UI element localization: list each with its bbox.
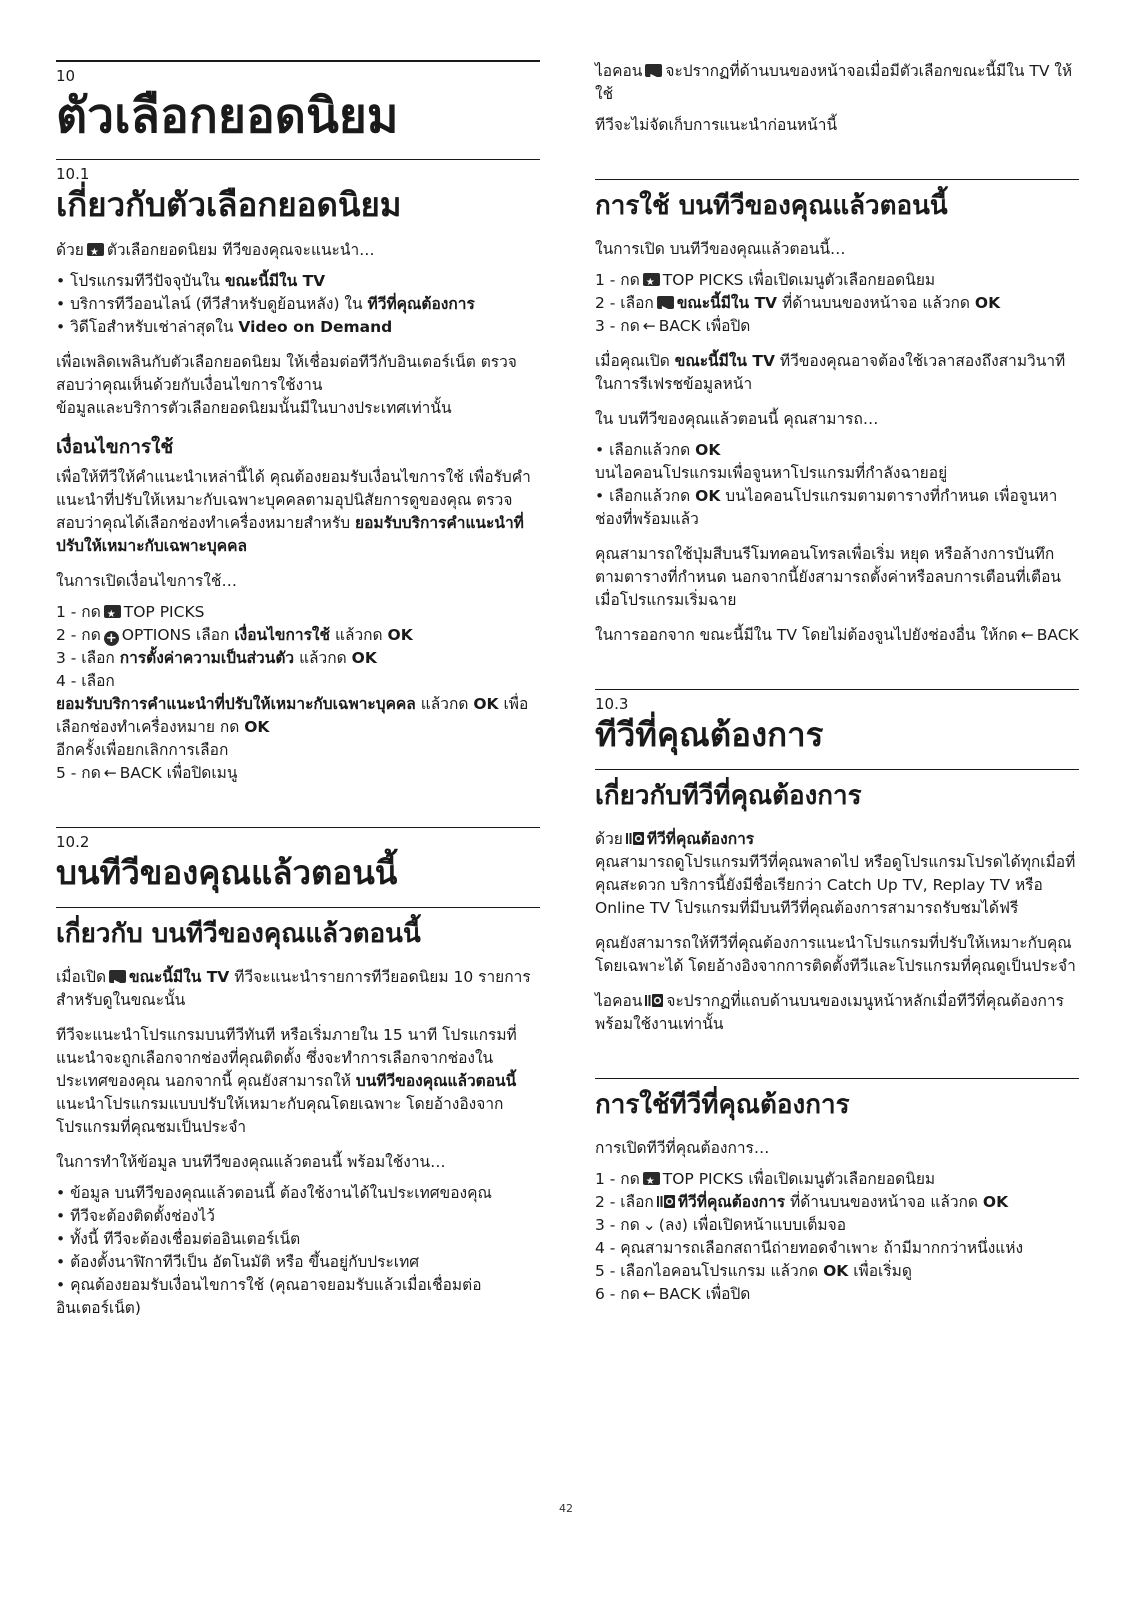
use-intro: การเปิดทีวีที่คุณต้องการ… (595, 1139, 770, 1157)
recommend-paragraph: ทีวีจะแนะนำโปรแกรมบนทีวีทันที หรือเริ่มภายใน 15 นาที โปรแกรมที่แนะนำจะถูกเลือกจากช่องที่คุณติดตั้ง ซึ่งจะทำการเลือกจากช่องในประเทศของคุณ นอกจากนี้ คุณยังสามารถให้ บนทีวีของคุณแล้วตอนนี้ แนะนำโปรแกรมแบบปรับให้เหมาะกับคุณโดยเฉพาะ โดยอ้างอิงจากโปรแกรมที่คุณชมเป็นประจำ (56, 1026, 517, 1136)
requirement-bullet: • ต้องตั้งนาฬิกาทีวีเป็น อัตโนมัติ หรือ ขึ้นอยู่กับประเทศ (56, 1253, 420, 1271)
star-icon (104, 605, 121, 618)
tv-on-demand-icon (657, 1194, 675, 1209)
feature-bullet: • บริการทีวีออนไลน์ (ทีวีสำหรับดูย้อนหลัง) ใน ทีวีที่คุณต้องการ (56, 295, 475, 313)
subsection-title: การใช้ทีวีที่คุณต้องการ (595, 1078, 1079, 1123)
action-bullet: • เลือกแล้วกด OK บนไอคอนโปรแกรมเพื่อจูนหาโปรแกรมที่กำลังฉายอยู่ (595, 441, 948, 482)
star-icon (87, 243, 104, 256)
step-item: 4 - คุณสามารถเลือกสถานีถ่ายทอดจำเพาะ ถ้ามีมากกว่าหนึ่งแห่ง (595, 1239, 1024, 1257)
remote-note: คุณสามารถใช้ปุ่มสีบนรีโมทคอนโทรลเพื่อเริ่ม หยุด หรือล้างการบันทึกตามตารางที่กำหนด นอกจากนี้ยังสามารถตั้งค่าหรือลบการเตือนที่เตือนเมื่อโปรแกรมเริ่มฉาย (595, 545, 1062, 609)
star-icon (643, 273, 660, 286)
requirements-intro: ในการทำให้ข้อมูล บนทีวีของคุณแล้วตอนนี้ พร้อมใช้งาน… (56, 1153, 446, 1171)
subsection-title: การใช้ บนทีวีของคุณแล้วตอนนี้ (595, 179, 1079, 224)
step-item: 6 - กด ← BACK เพื่อปิด (595, 1285, 751, 1303)
step-item: 2 - เลือก ทีวีที่คุณต้องการ ที่ด้านบนของหน้าจอ แล้วกด OK (595, 1193, 1009, 1211)
back-arrow-icon: ← (642, 317, 656, 335)
section-10-3-title: ทีวีที่คุณต้องการ (595, 715, 824, 754)
back-arrow-icon: ← (642, 1285, 656, 1303)
step-item: 1 - กด★ TOP PICKS เพื่อเปิดเมนูตัวเลือกยอดนิยม (595, 1168, 1079, 1191)
play-icon (645, 64, 662, 77)
requirement-bullet: • ทีวีจะต้องติดตั้งช่องไว้ (56, 1207, 216, 1225)
tv-on-demand-intro: ด้วย ทีวีที่คุณต้องการ คุณสามารถดูโปรแกรมทีวีที่คุณพลาดไป หรือดูโปรแกรมโปรดได้ทุกเมื่อที่คุณสะดวก บริการนี้ยังมีชื่อเรียกว่า Catch Up TV, Replay TV หรือ Online TV โปรแกรมที่มีบนทีวีที่คุณต้องการสามารถรับชมได้ฟรี (595, 830, 1076, 917)
subsection-title: เกี่ยวกับ บนทีวีของคุณแล้วตอนนี้ (56, 907, 540, 952)
internet-paragraph: เพื่อเพลิดเพลินกับตัวเลือกยอดนิยม ให้เชื่อมต่อทีวีกับอินเตอร์เน็ต ตรวจสอบว่าคุณเห็นด้วยกับเงื่อนไขการใช้งาน (56, 353, 517, 394)
step-item: 1 - กด★ TOP PICKS เพื่อเปิดเมนูตัวเลือกยอดนิยม (595, 269, 1079, 292)
use-intro: ในการเปิด บนทีวีของคุณแล้วตอนนี้… (595, 240, 846, 258)
section-10-3-number: 10.3 (595, 689, 1079, 713)
exit-note: ในการออกจาก ขณะนี้มีใน TV โดยไม่ต้องจูนไปยังช่องอื่น ให้กด ← BACK (595, 626, 1079, 644)
section-10-1-number: 10.1 (56, 159, 540, 183)
can-do-intro: ใน บนทีวีของคุณแล้วตอนนี้ คุณสามารถ… (595, 410, 879, 428)
requirement-bullet: • ทั้งนี้ ทีวีจะต้องเชื่อมต่ออินเตอร์เน็ต (56, 1230, 301, 1248)
terms-paragraph: เพื่อให้ทีวีให้คำแนะนำเหล่านี้ได้ คุณต้องยอมรับเงื่อนไขการใช้ เพื่อรับคำแนะนำที่ปรับให้เหมาะกับเฉพาะบุคคลตามอุปนิสัยการดูของคุณ ตรวจสอบว่าคุณได้เลือกช่องทำเครื่องหมายสำหรับ ยอมรับบริการคำแนะนำที่ปรับให้เหมาะกับเฉพาะบุคคล (56, 468, 531, 555)
section-10-2-number: 10.2 (56, 827, 540, 851)
step-item: 2 - กด + OPTIONS เลือก เงื่อนไขการใช้ แล้วกด OK (56, 626, 413, 646)
top-picks-intro: ด้วย★ ตัวเลือกยอดนิยม ทีวีของคุณจะแนะนำ… (56, 239, 540, 262)
back-arrow-icon: ← (1020, 626, 1034, 644)
terms-heading: เงื่อนไขการใช้ (56, 436, 174, 458)
step-item: 3 - กด ← BACK เพื่อปิด (595, 317, 751, 335)
options-icon: + (104, 631, 119, 646)
subsection-title: เกี่ยวกับทีวีที่คุณต้องการ (595, 769, 1079, 814)
step-item: 5 - กด ← BACK เพื่อปิดเมนู (56, 764, 238, 782)
star-icon (643, 1172, 660, 1185)
step-item: 3 - กด ⌄ (ลง) เพื่อเปิดหน้าแบบเต็มจอ (595, 1216, 847, 1234)
left-column (56, 60, 540, 1320)
play-icon (657, 296, 674, 309)
open-terms-intro: ในการเปิดเงื่อนไขการใช้… (56, 572, 237, 590)
back-arrow-icon: ← (103, 764, 117, 782)
chapter-title: ตัวเลือกยอดนิยม (56, 88, 399, 144)
section-10-2-title: บนทีวีของคุณแล้วตอนนี้ (56, 853, 398, 892)
icon-note: ไอคอน▶ จะปรากฏที่ด้านบนของหน้าจอเมื่อมีตัวเลือกขณะนี้มีใน TV ให้ใช้ (595, 60, 1079, 106)
chevron-down-icon: ⌄ (642, 1216, 656, 1234)
chapter-number: 10 (56, 60, 540, 85)
availability-paragraph: ข้อมูลและบริการตัวเลือกยอดนิยมนั้นมีในบางประเทศเท่านั้น (56, 399, 452, 417)
step-item: 1 - กด★ TOP PICKS (56, 601, 540, 624)
right-column (595, 60, 1079, 1306)
on-tv-intro: เมื่อเปิด▶ ขณะนี้มีใน TV ทีวีจะแนะนำรายการทีวียอดนิยม 10 รายการสำหรับดูในขณะนั้น (56, 966, 540, 1012)
requirement-bullet: • คุณต้องยอมรับเงื่อนไขการใช้ (คุณอาจยอมรับแล้วเมื่อเชื่อมต่ออินเตอร์เน็ต) (56, 1276, 482, 1317)
feature-bullet: • โปรแกรมทีวีปัจจุบันใน ขณะนี้มีใน TV (56, 272, 326, 290)
refresh-note: เมื่อคุณเปิด ขณะนี้มีใน TV ทีวีของคุณอาจต้องใช้เวลาสองถึงสามวินาทีในการรีเฟรชข้อมูลหน้า (595, 352, 1066, 393)
page-number: 42 (559, 1502, 573, 1515)
feature-bullet: • วิดีโอสำหรับเช่าล่าสุดใน Video on Demand (56, 318, 393, 336)
play-icon (109, 970, 126, 983)
step-item: 3 - เลือก การตั้งค่าความเป็นส่วนตัว แล้วกด OK (56, 649, 377, 667)
no-store-note: ทีวีจะไม่จัดเก็บการแนะนำก่อนหน้านี้ (595, 116, 838, 134)
icon-note: ไอคอน จะปรากฏที่แถบด้านบนของเมนูหน้าหลักเมื่อทีวีที่คุณต้องการพร้อมใช้งานเท่านั้น (595, 992, 1064, 1033)
step-item: 4 - เลือก ยอมรับบริการคำแนะนำที่ปรับให้เหมาะกับเฉพาะบุคคล แล้วกด OK เพื่อเลือกช่องทำเครื่องหมาย กด OK อีกครั้งเพื่อยกเลิกการเลือก (56, 672, 529, 759)
requirement-bullet: • ข้อมูล บนทีวีของคุณแล้วตอนนี้ ต้องใช้งานได้ในประเทศของคุณ (56, 1184, 492, 1202)
step-item: 2 - เลือก▶ ขณะนี้มีใน TV ที่ด้านบนของหน้าจอ แล้วกด OK (595, 292, 1079, 315)
step-item: 5 - เลือกไอคอนโปรแกรม แล้วกด OK เพื่อเริ่มดู (595, 1262, 912, 1280)
recommend-paragraph: คุณยังสามารถให้ทีวีที่คุณต้องการแนะนำโปรแกรมที่ปรับให้เหมาะกับคุณโดยเฉพาะได้ โดยอ้างอิงจากการติดตั้งทีวีและโปรแกรมที่คุณดูเป็นประจำ (595, 934, 1076, 975)
tv-on-demand-icon (626, 831, 644, 846)
tv-on-demand-icon (645, 993, 663, 1008)
action-bullet: • เลือกแล้วกด OK บนไอคอนโปรแกรมตามตารางที่กำหนด เพื่อจูนหาช่องที่พร้อมแล้ว (595, 487, 1058, 528)
section-10-1-title: เกี่ยวกับตัวเลือกยอดนิยม (56, 185, 402, 224)
